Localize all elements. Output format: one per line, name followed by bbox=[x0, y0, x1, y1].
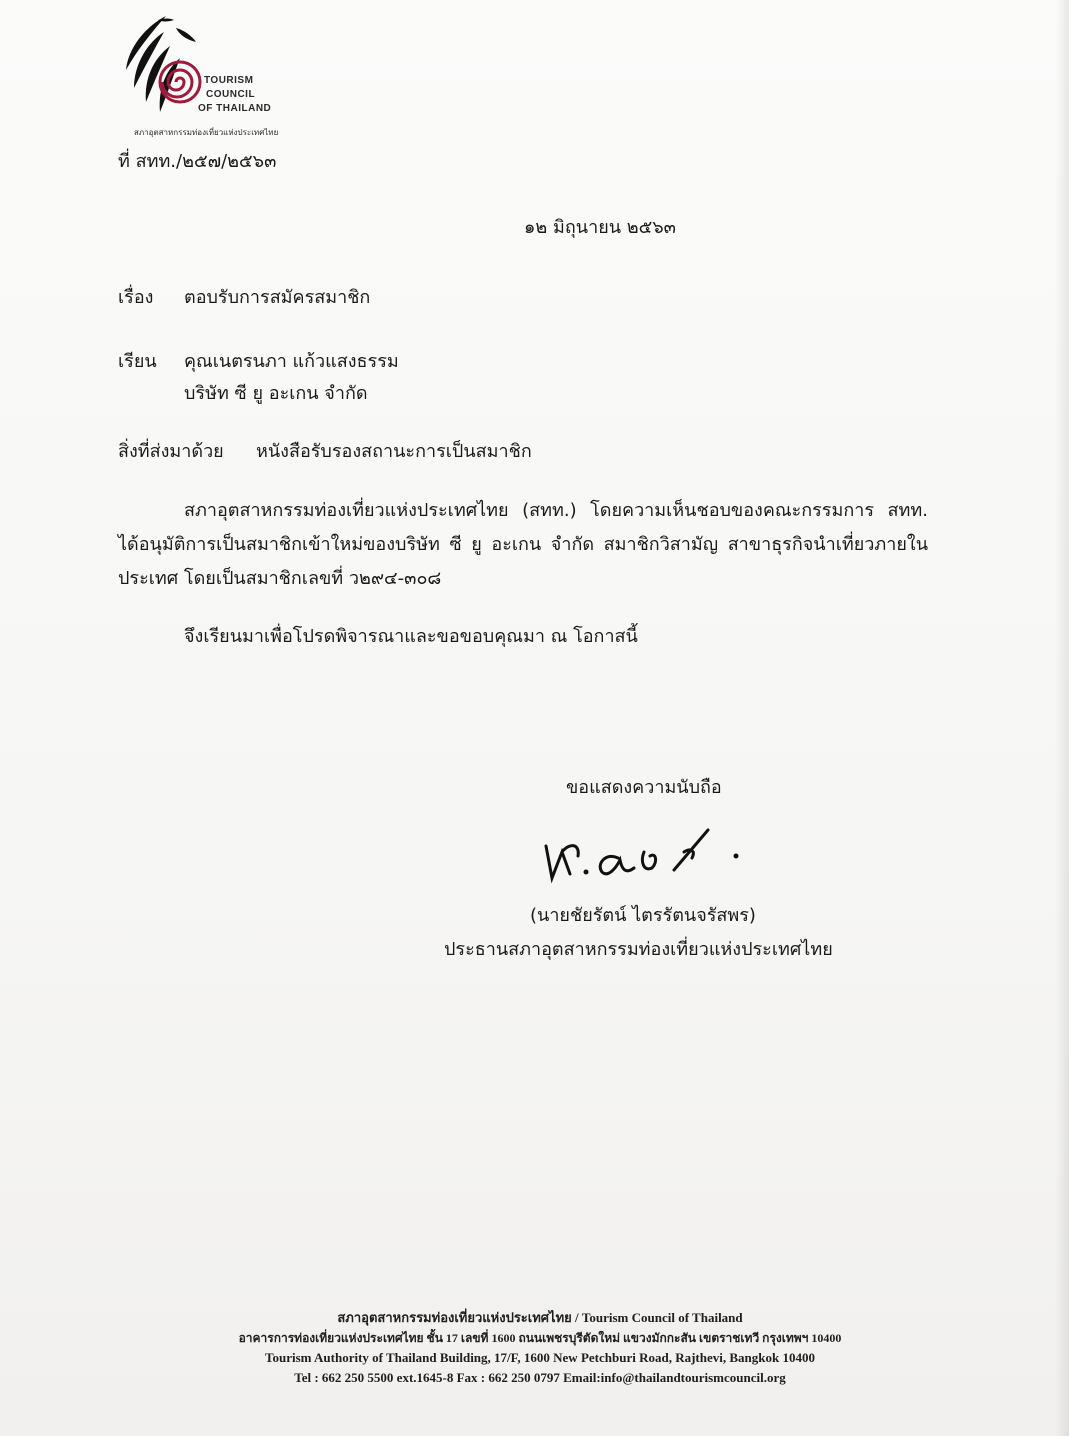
to-row bbox=[118, 346, 399, 375]
request-paragraph: จึงเรียนมาเพื่อโปรดพิจารณาและขอขอบคุณมา ณ โอกาสนี้ bbox=[184, 626, 638, 647]
logo-line-3: OF THAILAND bbox=[198, 103, 272, 114]
footer-english-address: Tourism Authority of Thailand Building, 17/F, 1600 New Petchburi Road, Rajthevi, Bangkok 10400 bbox=[265, 1350, 815, 1365]
signer-title: ประธานสภาอุตสาหกรรมท่องเที่ยวแห่งประเทศไทย bbox=[444, 939, 833, 960]
leaf-spiral-emblem bbox=[118, 8, 298, 138]
enclosure-text: หนังสือรับรองสถานะการเป็นสมาชิก bbox=[256, 441, 532, 462]
letter-date: ๑๒ มิถุนายน ๒๕๖๓ bbox=[524, 217, 676, 238]
logo-thai-name: สภาอุตสาหกรรมท่องเที่ยวแห่งประเทศไทย bbox=[134, 128, 279, 137]
logo-line-1: TOURISM bbox=[204, 75, 254, 86]
recipient-company: บริษัท ซี ยู อะเกน จำกัด bbox=[184, 383, 368, 404]
signer-name: (นายชัยรัตน์ ไตรรัตนจรัสพร) bbox=[530, 905, 756, 926]
tourism-council-logo bbox=[118, 8, 298, 138]
subject-row bbox=[118, 282, 371, 311]
body-paragraph: สภาอุตสาหกรรมท่องเที่ยวแห่งประเทศไทย (สทท.) โดยความเห็นชอบของคณะกรรมการ สทท. ได้อนุมัติการเป็นสมาชิกเข้าใหม่ของบริษัท ซี ยู อะเกน จำกัด สมาชิกวิสามัญ สาขาธุรกิจนำเที่ยวภายในประเทศ โดยเป็นสมาชิกเลขที่ ว๒๙๔-๓๐๘ bbox=[118, 500, 928, 589]
page-edge-shadow bbox=[1055, 0, 1069, 1436]
signature bbox=[540, 822, 760, 892]
closing-phrase: ขอแสดงความนับถือ bbox=[566, 777, 722, 798]
reference-number: ที่ สทท./๒๕๗/๒๕๖๓ bbox=[118, 151, 277, 172]
footer-thai-address: อาคารการท่องเที่ยวแห่งประเทศไทย ชั้น 17 เลขที่ 1600 ถนนเพชรบุรีตัดใหม่ แขวงมักกะสัน เขตราชเทวี กรุงเทพฯ 10400 bbox=[238, 1331, 842, 1345]
logo-wordmark bbox=[198, 74, 272, 116]
logo-line-2: COUNCIL bbox=[206, 89, 256, 100]
recipient-name: คุณเนตรนภา แก้วแสงธรรม bbox=[184, 351, 399, 372]
to-label: เรียน bbox=[118, 351, 157, 372]
footer-contact: Tel : 662 250 5500 ext.1645-8 Fax : 662 250 0797 Email:info@thailandtourismcouncil.org bbox=[294, 1370, 786, 1385]
subject-label: เรื่อง bbox=[118, 287, 154, 308]
enclosure-row bbox=[118, 436, 532, 465]
subject-text: ตอบรับการสมัครสมาชิก bbox=[184, 287, 371, 308]
footer-org-name: สภาอุตสาหกรรมท่องเที่ยวแห่งประเทศไทย / Tourism Council of Thailand bbox=[337, 1310, 743, 1325]
enclosure-label: สิ่งที่ส่งมาด้วย bbox=[118, 441, 224, 462]
letterhead-footer bbox=[190, 1308, 890, 1388]
